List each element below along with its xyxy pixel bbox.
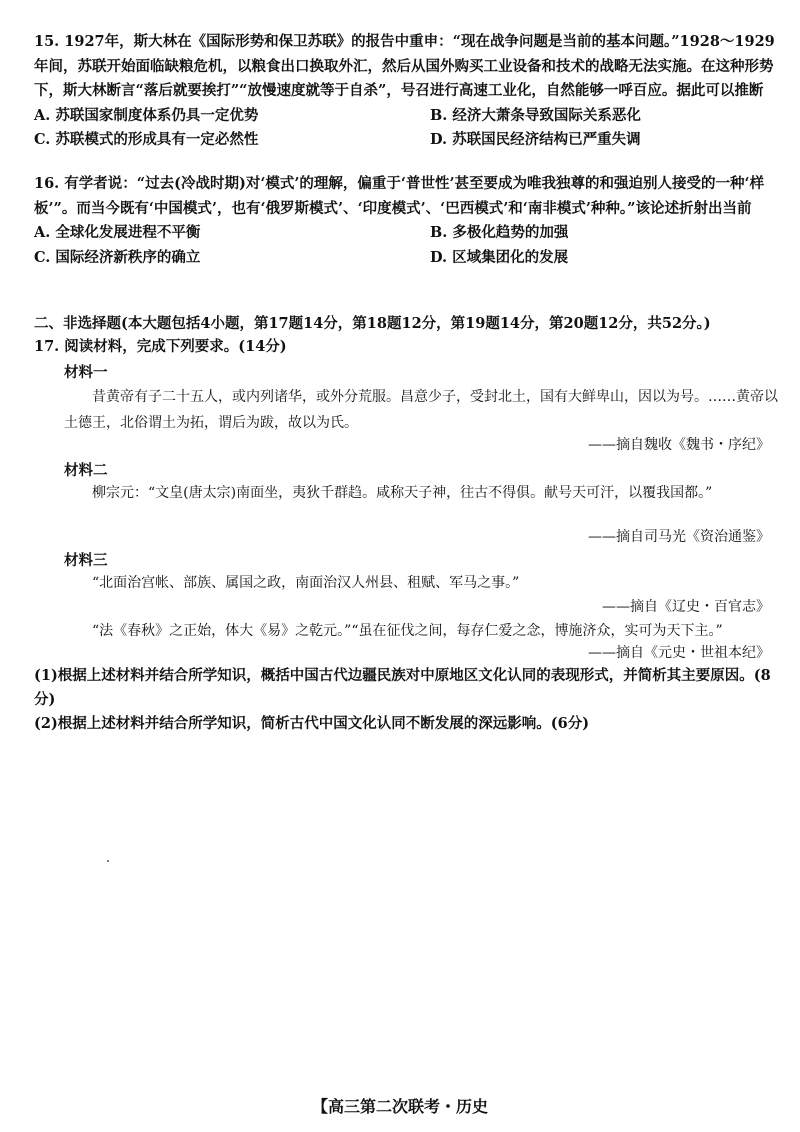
material-3-text-2: [64, 618, 778, 644]
question-16-stem: 16. 有学者说：“过去(冷战时期)对‘模式’的理解，偏重于‘普世性’甚至要成为唯我独尊的和强迫别人接受的一种‘样板’”。而当今既有‘中国模式’，也有‘俄罗斯模式’、‘印度模式’、‘巴西模式’和‘南非模式’种种。”该论述折射出当前: [34, 175, 765, 217]
question-17-title: 17. 阅读材料，完成下列要求。(14分): [34, 338, 287, 355]
option-b[interactable]: B. 多极化趋势的加强: [430, 224, 569, 241]
material-3-source-2: ——摘自《元史・世祖本纪》: [588, 645, 770, 661]
material-2-paragraph: 柳宗元：“文皇(唐太宗)南面坐，夷狄千群趋。咸称天子神，往古不得俱。献号天可汗，以覆我国都。”: [92, 485, 713, 501]
material-2-source: ——摘自司马光《资治通鉴》: [588, 529, 770, 545]
material-2-label: 材料二: [64, 462, 108, 479]
material-3-source-1: ——摘自《辽史・百官志》: [602, 599, 770, 615]
question-15-stem: 15. 1927年，斯大林在《国际形势和保卫苏联》的报告中重申：“现在战争问题是当前的基本问题。”1928～1929年间，苏联开始面临缺粮危机，以粮食出口换取外汇，然后从国外购买工业设备和技术的战略无法实施。在这种形势下，斯大林断言“落后就要挨打”“放慢速度就等于自杀”，号召进行高速工业化，自然能够一呼百应。据此可以推断: [34, 33, 775, 99]
option-c[interactable]: C. 苏联模式的形成具有一定必然性: [34, 131, 259, 148]
material-2-text: [64, 480, 778, 506]
stray-dot: [107, 860, 109, 862]
option-d[interactable]: D. 苏联国民经济结构已严重失调: [430, 131, 641, 148]
question-16: [34, 172, 776, 270]
material-1-label: 材料一: [64, 364, 108, 381]
material-1-source: ——摘自魏收《魏书・序纪》: [588, 437, 770, 453]
option-a[interactable]: A. 苏联国家制度体系仍具一定优势: [34, 106, 259, 124]
page-footer: 【高三第二次联考・历史: [311, 1097, 488, 1116]
question-15: [34, 30, 776, 153]
material-1-paragraph: 昔黄帝有子二十五人，或内列诸华，或外分荒服。昌意少子，受封北土，国有大鲜卑山，因以为号。……黄帝以土德王，北俗谓土为拓，谓后为跋，故以为氏。: [64, 389, 778, 431]
material-1-text: [64, 384, 778, 436]
option-a[interactable]: A. 全球化发展进程不平衡: [34, 224, 201, 241]
option-d[interactable]: D. 区域集团化的发展: [430, 248, 569, 266]
material-3-label: 材料三: [64, 552, 108, 569]
option-c[interactable]: C. 国际经济新秩序的确立: [34, 248, 201, 266]
sub-question-1: [34, 664, 776, 712]
sub-question-2-text: (2)根据上述材料并结合所学知识，简析古代中国文化认同不断发展的深远影响。(6分): [34, 715, 590, 732]
material-3-paragraph-2: “法《春秋》之正始，体大《易》之乾元。”“虽在征伐之间，每存仁爱之念，博施济众，实可为天下主。”: [92, 623, 723, 639]
material-3-text-1: [64, 570, 778, 596]
sub-question-2: [34, 712, 776, 736]
sub-question-1-text: (1)根据上述材料并结合所学知识，概括中国古代边疆民族对中原地区文化认同的表现形式，并简析其主要原因。(8分): [34, 667, 771, 708]
option-b[interactable]: B. 经济大萧条导致国际关系恶化: [430, 106, 641, 124]
question-15-options: [34, 104, 776, 153]
material-3-paragraph-1: “北面治宫帐、部族、属国之政，南面治汉人州县、租赋、军马之事。”: [92, 575, 520, 591]
question-16-options: [34, 221, 776, 270]
section-heading: 二、非选择题(本大题包括4小题，第17题14分，第18题12分，第19题14分，第20题12分，共52分。): [34, 315, 711, 332]
